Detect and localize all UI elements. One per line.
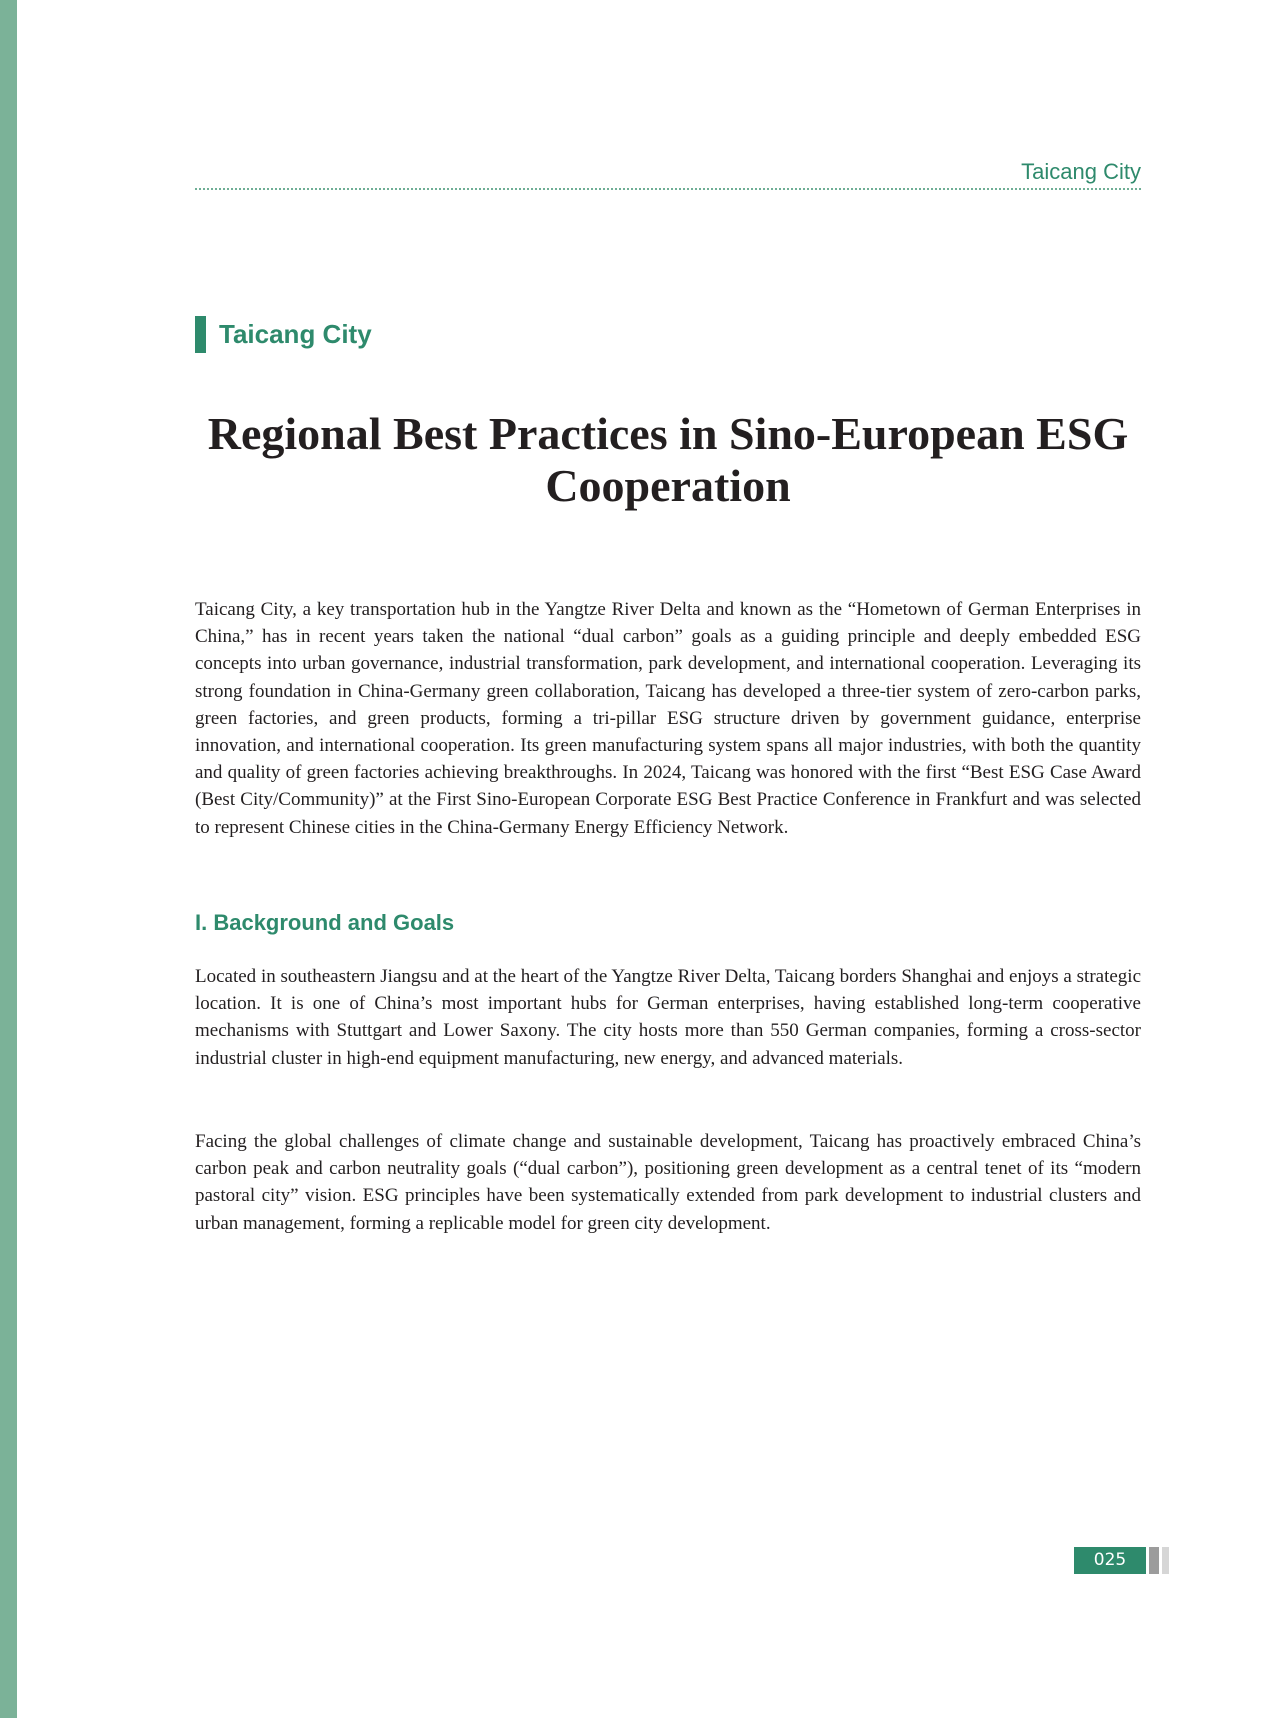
header-divider [195, 188, 1141, 190]
body-paragraph: Facing the global challenges of climate change and sustainable development, Taicang has proactively embraced China’s carbon peak and carbon neutrality goals (“dual carbon”), positioning green development as a central tenet of its “modern pastoral city” vision. ESG principles have been systematically extended from park development to industrial clusters and urban management, forming a replicable model for green city development. [195, 1131, 1141, 1234]
section-tag-marker [195, 316, 206, 353]
left-edge-bar [0, 0, 17, 1718]
page-number-decoration [1149, 1547, 1159, 1574]
page-number: 025 [1074, 1547, 1146, 1574]
section-heading: I. Background and Goals [195, 910, 455, 935]
page-number-decoration [1162, 1547, 1169, 1574]
body-paragraph: Located in southeastern Jiangsu and at the heart of the Yangtze River Delta, Taicang borders Shanghai and enjoys a strategic location. It is one of China’s most important hubs for German enterprises, having established long-term cooperative mechanisms with Stuttgart and Lower Saxony. The city hosts more than 550 German companies, forming a cross-sector industrial cluster in high-end equipment manufacturing, new energy, and advanced materials. [195, 966, 1141, 1069]
intro-paragraph: Taicang City, a key transportation hub in the Yangtze River Delta and known as the “Hometown of German Enterprises in China,” has in recent years taken the national “dual carbon” goals as a guiding principle and deeply embedded ESG concepts into urban governance, industrial transformation, park development, and international cooperation. Leveraging its strong foundation in China-Germany green collaboration, Taicang has developed a three-tier system of zero-carbon parks, green factories, and green products, forming a tri-pillar ESG structure driven by government guidance, enterprise innovation, and international cooperation. Its green manufacturing system spans all major industries, with both the quantity and quality of green factories achieving breakthroughs. In 2024, Taicang was honored with the first “Best ESG Case Award (Best City/Community)” at the First Sino-European Corporate ESG Best Practice Conference in Frankfurt and was selected to represent Chinese cities in the China-Germany Energy Efficiency Network. [195, 599, 1141, 838]
section-tag-label: Taicang City [219, 319, 372, 349]
page-title: Regional Best Practices in Sino-European ESG Cooperation [207, 408, 1129, 511]
section-tag [195, 316, 372, 353]
running-header: Taicang City [1021, 159, 1141, 184]
